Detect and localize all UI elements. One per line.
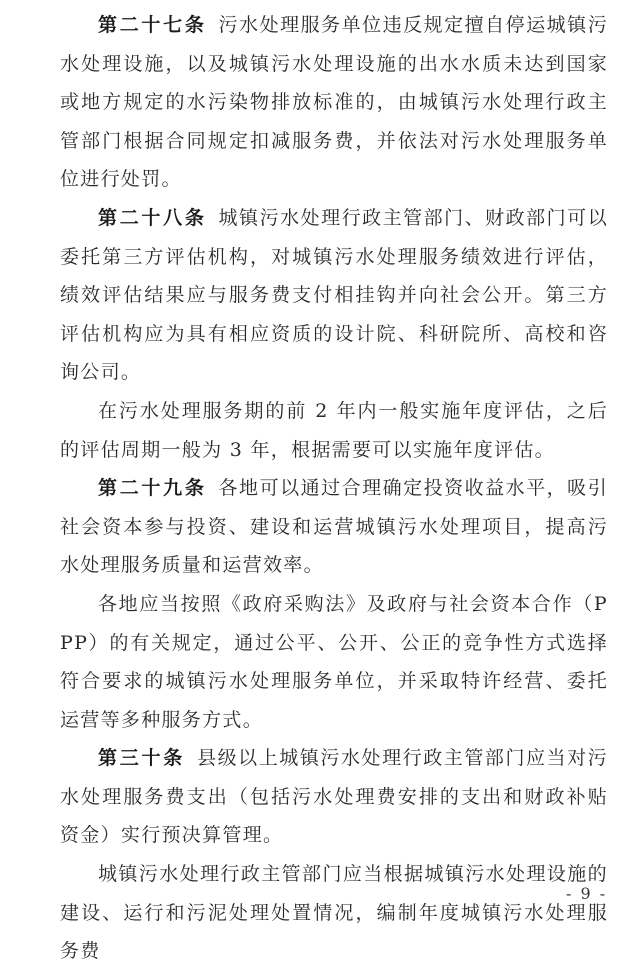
paragraph-text: 城镇污水处理行政主管部门、财政部门可以委托第三方评估机构，对城镇污水处理服务绩效进行评估，绩效评估结果应与服务费支付相挂钩并向社会公开。第三方评估机构应为具有相应资质的设计院、科研院所、高校和咨询公司。: [60, 206, 608, 384]
article-heading: 第二十八条: [98, 206, 207, 229]
paragraph-text: 各地应当按照《政府采购法》及政府与社会资本合作（PPP）的有关规定，通过公平、公开、公正的竞争性方式选择符合要求的城镇污水处理服务单位，并采取特许经营、委托运营等多种服务方式。: [60, 592, 608, 731]
paragraph-text: 污水处理服务单位违反规定擅自停运城镇污水处理设施，以及城镇污水处理设施的出水水质未达到国家或地方规定的水污染物排放标准的，由城镇污水处理行政主管部门根据合同规定扣减服务费，并依法对污水处理服务单位进行处罚。: [60, 14, 608, 191]
paragraph-article-28: [60, 199, 608, 392]
paragraph-text: 县级以上城镇污水处理行政主管部门应当对污水处理服务费支出（包括污水处理费安排的支出和财政补贴资金）实行预决算管理。: [60, 747, 608, 847]
page-number: - 9 -: [566, 884, 608, 903]
paragraph-article-27: [60, 6, 608, 199]
article-heading: 第三十条: [98, 747, 186, 770]
paragraph-text: 在污水处理服务期的前 2 年内一般实施年度评估，之后的评估周期一般为 3 年，根据需要可以实施年度评估。: [60, 399, 608, 461]
article-heading: 第二十九条: [98, 477, 207, 500]
article-heading: 第二十七条: [98, 14, 207, 36]
paragraph-text: 各地可以通过合理确定投资收益水平，吸引社会资本参与投资、建设和运营城镇污水处理项目，提高污水处理服务质量和运营效率。: [60, 477, 608, 577]
paragraph-text: 城镇污水处理行政主管部门应当根据城镇污水处理设施的建设、运行和污泥处理处置情况，编制年度城镇污水处理服务费: [60, 863, 608, 963]
paragraph-article-28-cont: [60, 392, 608, 469]
paragraph-article-29: [60, 469, 608, 585]
paragraph-article-29-cont: [60, 585, 608, 739]
paragraph-article-30: [60, 739, 608, 855]
